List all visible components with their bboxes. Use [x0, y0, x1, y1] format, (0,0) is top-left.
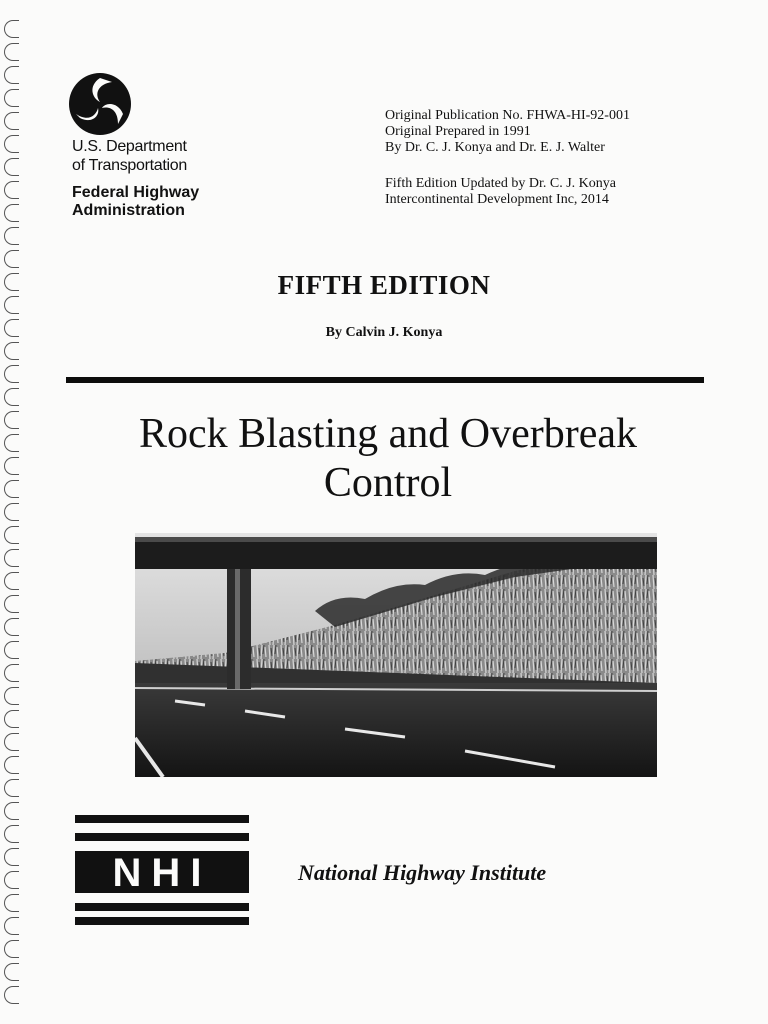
binding-ring [4, 779, 19, 797]
binding-ring [4, 549, 19, 567]
binding-ring [4, 250, 19, 268]
binding-ring [4, 848, 19, 866]
pub-line4: Fifth Edition Updated by Dr. C. J. Konya [385, 176, 616, 191]
binding-ring [4, 227, 19, 245]
binding-ring [4, 135, 19, 153]
binding-ring [4, 894, 19, 912]
binding-ring [4, 181, 19, 199]
binding-ring [4, 89, 19, 107]
binding-ring [4, 825, 19, 843]
agency-block [72, 137, 199, 220]
title-line2: Control [323, 460, 453, 506]
fhwa-name-line2: Administration [72, 202, 185, 219]
binding-ring [4, 388, 19, 406]
binding-ring [4, 710, 19, 728]
binding-ring [4, 526, 19, 544]
binding-ring [4, 871, 19, 889]
dept-name-line2: of Transportation [72, 157, 187, 174]
pub-line1: Original Publication No. FHWA-HI-92-001 [385, 108, 630, 123]
binding-ring [4, 618, 19, 636]
binding-ring [4, 43, 19, 61]
binding-ring [4, 733, 19, 751]
binding-ring [4, 986, 19, 1004]
binding-ring [4, 641, 19, 659]
binding-ring [4, 595, 19, 613]
binding-ring [4, 802, 19, 820]
binding-ring [4, 940, 19, 958]
edition-heading: FIFTH EDITION [277, 270, 491, 300]
dept-name-line1: U.S. Department [72, 138, 187, 155]
binding-ring [4, 204, 19, 222]
pub-line5: Intercontinental Development Inc, 2014 [385, 192, 609, 207]
dot-logo-icon [68, 72, 132, 136]
binding-ring [4, 572, 19, 590]
binding-ring [4, 112, 19, 130]
binding-ring [4, 20, 19, 38]
binding-ring [4, 917, 19, 935]
binding-ring [4, 687, 19, 705]
binding-ring [4, 664, 19, 682]
document-title [0, 410, 768, 508]
binding-ring [4, 342, 19, 360]
title-line1: Rock Blasting and Overbreak [138, 411, 638, 457]
binding-ring [4, 756, 19, 774]
binding-ring [4, 66, 19, 84]
spiral-binding [0, 20, 34, 1020]
author-line: By Calvin J. Konya [325, 325, 443, 340]
divider-rule [66, 377, 704, 383]
pub-line2: Original Prepared in 1991 [385, 124, 531, 139]
publication-info [385, 108, 630, 208]
cover-photo [135, 533, 657, 777]
fhwa-name-line1: Federal Highway [72, 184, 200, 201]
nhi-logo-text: NHI [112, 851, 212, 895]
binding-ring [4, 158, 19, 176]
pub-line3: By Dr. C. J. Konya and Dr. E. J. Walter [385, 140, 605, 155]
highway-rock-cut-photo [135, 533, 657, 777]
binding-ring [4, 963, 19, 981]
binding-ring [4, 365, 19, 383]
nhi-institute-name: National Highway Institute [298, 860, 547, 885]
nhi-logo-icon [75, 815, 249, 925]
